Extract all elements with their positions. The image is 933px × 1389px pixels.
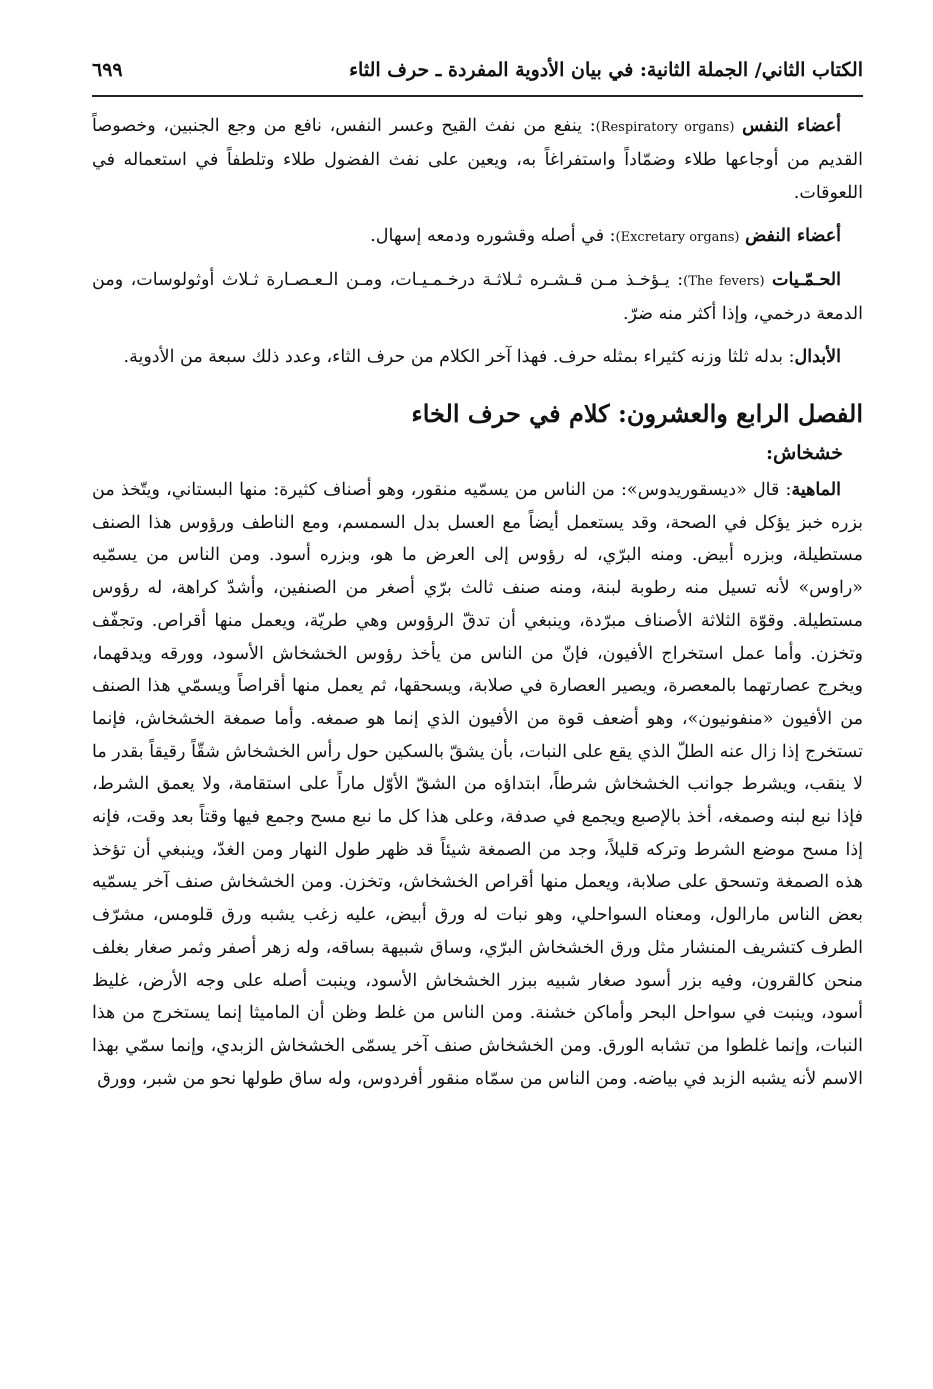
section-term: الأبدال [794, 347, 841, 367]
running-head: الكتاب الثاني/ الجملة الثانية: في بيان الأدوية المفردة ـ حرف الثاء [349, 59, 863, 81]
body-text: : قال «ديسقوريدوس»: من الناس من يسمّيه منقور، وهو أصناف كثيرة: منها البستاني، ويتّخذ من بزره خبز يؤكل في الصحة، وقد يستعمل أيضاً مع العسل بدل السمسم، ومع الناطف ورؤوس هذا الصنف مستطيلة، وبزره أبيض. ومنه البرّي، له رؤوس إلى العرض ما هو، وبزره أسود. ومن الناس من يسمّيه «راوس» لأنه تسيل منه رطوبة لبنة، ومنه صنف ثالث برّي أصغر من الصنفين، وأشدّ كراهة، له رؤوس مستطيلة. وقوّة الثلاثة الأصناف مبرّدة، وينبغي أن تدقّ الرؤوس وهي طريّة، ويعمل منها أقراص. وتجفّف وتخزن. وأما عمل استخراج الأفيون، فإنّ من الناس من يأخذ رؤوس الخشخاش الأسود، وورقه ويدقهما، ويخرج عصارتهما بالمعصرة، ويصير العصارة في صلابة، ويسحقها، ثم يعمل منها أقراصاً ويسمّي هذا الصنف من الأفيون «منفونيون»، وهو أضعف قوة من الأفيون الذي إنما هو صمغه. وأما صمغة الخشخاش، فإنما تستخرج إذا زال عنه الطلّ الذي يقع على النبات، بأن يشقّ بالسكين حول رأس الخشخاش شقّاً رقيقاً بقدر ما لا ينقب، ويشرط جوانب الخشخاش شرطاً، ابتداؤه من الشقّ الأوّل ماراً على استقامة، ولا يعمق الشرط، فإذا نبع لبنه وصمغه، أخذ بالإصبع ويجمع في صدفة، وعلى هذا كل ما نبع مسح وجمع فيها وقتاً بعد وقت، فإنه إذا مسح موضع الشرط وتركه قليلاً، وجد من الصمغة شيئاً قد ظهر طول النهار ومن الغدّ، وينبغي أن تؤخذ هذه الصمغة وتسحق على صلابة، ويعمل منها أقراص الخشخاش، وتخزن. ومن الخشخاش صنف آخر يسمّيه بعض الناس مارالول، ومعناه السواحلي، وهو نبات له ورق أبيض، عليه زغب يشبه ورق قلومس، مشرّف الطرف كتشريف المنشار مثل ورق الخشخاش البرّي، وساق شبيهة بساقه، وله زهر أصفر وثمر صغار بغلف منحن كالقرون، وفيه بزر أسود صغار شبيه ببزر الخشخاش الأسود، وينبت أصله على وجه الأرض، غليظ أسود، وينبت في سواحل البحر وأماكن خشنة. ومن الناس من غلط وظن أن الماميثا إنما يستخرج من هذا النبات، وإنما غلطوا من تشابه الورق. ومن الخشخاش صنف آخر يسمّى الخشخاش الزبدي، وإنما سمّي بهذا الاسم لأنه يشبه الزبد في بياضه. ومن الناس من سمّاه منقور أفردوس، وله ساق طولها نحو من شبر، وورق [92, 480, 863, 1089]
body-term: الماهية [791, 480, 841, 500]
section-respiratory-organs [92, 110, 863, 210]
section-term: أعضاء النفض [745, 226, 841, 246]
section-text: : بدله ثلثا وزنه كثيراء بمثله حرف. فهذا آخر الكلام من حرف الثاء، وعدد ذلك سبعة من الأدوية. [123, 347, 795, 367]
section-text: : يـؤخـذ مـن قـشـره ثـلاثـة درخـمـيـات، ومـن الـعـصـارة ثـلاث أوثولوسات، ومن الدمعة درخمي، وإذا أكثر منه ضرّ. [92, 270, 863, 324]
section-fevers [92, 264, 863, 331]
section-english-term: (Excretary organs) [615, 230, 740, 245]
page-header [92, 55, 863, 97]
section-text: : ينفع من نفث القيح وعسر النفس، نافع من وجع الجنبين، وخصوصاً القديم من أوجاعها طلاء وضمّاداً واستفراغاً به، ويعين على نفث الفضول طلاء وتلطفاً في استعماله في اللعوقات. [92, 116, 863, 203]
section-english-term: (Respiratory organs) [595, 120, 735, 135]
section-term: الحـمّـيات [772, 270, 841, 290]
entry-body [92, 474, 863, 1095]
entry-title: خشخاش: [766, 442, 843, 464]
section-text: : في أصله وقشوره ودمعه إسهال. [370, 226, 616, 246]
page-number: ٦٩٩ [92, 59, 123, 81]
section-english-term: (The fevers) [683, 274, 765, 289]
chapter-title: الفصل الرابع والعشرون: كلام في حرف الخاء [411, 399, 863, 428]
section-excretary-organs [92, 220, 863, 254]
section-substitutes [92, 341, 863, 374]
page-content [92, 110, 863, 1097]
section-term: أعضاء النفس [742, 116, 842, 136]
